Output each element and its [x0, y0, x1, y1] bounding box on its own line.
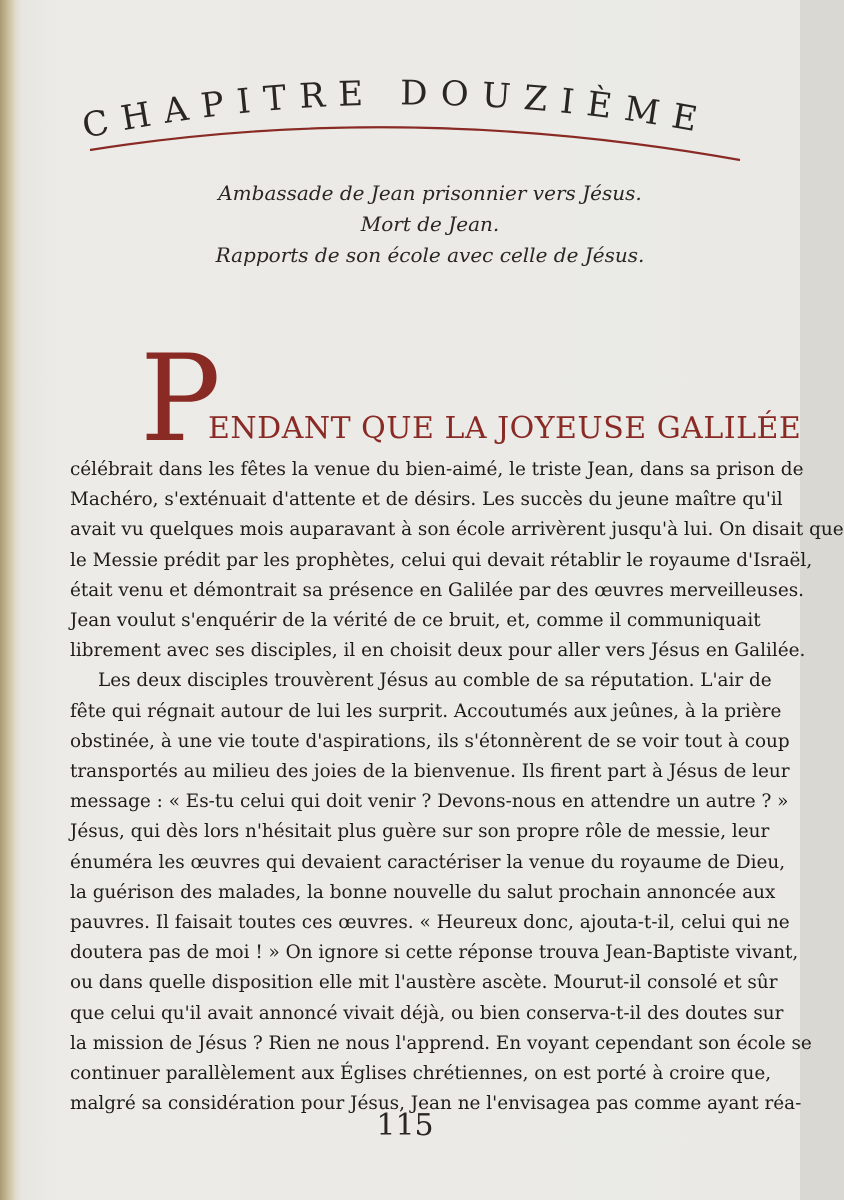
chapter-title: CHAPITRE DOUZIÈME: [78, 73, 714, 147]
text-line: avait vu quelques mois auparavant à son école arrivèrent jusqu'à lui. On disait que: [70, 519, 844, 541]
text-line: librement avec ses disciples, il en choisit deux pour aller vers Jésus en Galilée.: [70, 640, 806, 662]
page-gutter: [0, 0, 16, 1200]
text-line: le Messie prédit par les prophètes, celui qui devait rétablir le royaume d'Israël,: [70, 549, 813, 571]
opening-small-caps: ENDANT QUE LA JOYEUSE GALILÉE: [208, 411, 802, 446]
text-line: Jean voulut s'enquérir de la vérité de ce bruit, et, comme il communiquait: [70, 610, 761, 632]
text-line: Jésus, qui dès lors n'hésitait plus guère sur son propre rôle de messie, leur: [70, 821, 770, 843]
text-line: message : « Es-tu celui qui doit venir ? Devons-nous en attendre un autre ? »: [70, 791, 789, 813]
text-line: la guérison des malades, la bonne nouvelle du salut prochain annoncée aux: [70, 881, 776, 903]
chapter-title-rule: [90, 127, 740, 160]
text-line: ou dans quelle disposition elle mit l'austère ascète. Mourut-il consolé et sûr: [70, 972, 778, 994]
chapter-heading: [60, 60, 760, 180]
chapter-title-text: [79, 73, 713, 146]
body-text: [70, 455, 844, 1119]
text-line: transportés au milieu des joies de la bienvenue. Ils firent part à Jésus de leur: [70, 761, 790, 783]
summary-line: Rapports de son école avec celle de Jésus.: [215, 243, 645, 267]
text-line: énuméra les œuvres qui devaient caractériser la venue du royaume de Dieu,: [70, 851, 786, 873]
text-line: Les deux disciples trouvèrent Jésus au comble de sa réputation. L'air de: [98, 670, 772, 692]
page-number: 115: [376, 1108, 434, 1143]
chapter-summary: [150, 178, 710, 271]
text-line: était venu et démontrait sa présence en Galilée par des œuvres merveilleuses.: [70, 579, 804, 601]
drop-cap: P: [140, 330, 221, 469]
summary-line: Mort de Jean.: [360, 212, 500, 236]
text-line: Machéro, s'exténuait d'attente et de désirs. Les succès du jeune maître qu'il: [70, 489, 783, 511]
text-line: fête qui régnait autour de lui les surprit. Accoutumés aux jeûnes, à la prière: [70, 700, 782, 722]
text-line: obstinée, à une vie toute d'aspirations, ils s'étonnèrent de se voir tout à coup: [70, 730, 790, 752]
text-line: malgré sa considération pour Jésus, Jean ne l'envisagea pas comme ayant réa-: [70, 1093, 802, 1115]
text-line: la mission de Jésus ? Rien ne nous l'apprend. En voyant cependant son école se: [70, 1032, 812, 1054]
text-line: doutera pas de moi ! » On ignore si cette réponse trouva Jean-Baptiste vivant,: [70, 942, 799, 964]
text-line: pauvres. Il faisait toutes ces œuvres. « Heureux donc, ajouta-t-il, celui qui ne: [70, 912, 790, 934]
text-line: célébrait dans les fêtes la venue du bien-aimé, le triste Jean, dans sa prison de: [70, 459, 804, 480]
text-line: continuer parallèlement aux Églises chrétiennes, on est porté à croire que,: [70, 1063, 772, 1085]
summary-line: Ambassade de Jean prisonnier vers Jésus.: [218, 181, 642, 205]
text-line: que celui qu'il avait annoncé vivait déjà, ou bien conserva-t-il des doutes sur: [70, 1002, 784, 1024]
chapter-heading-arc: [60, 60, 760, 180]
